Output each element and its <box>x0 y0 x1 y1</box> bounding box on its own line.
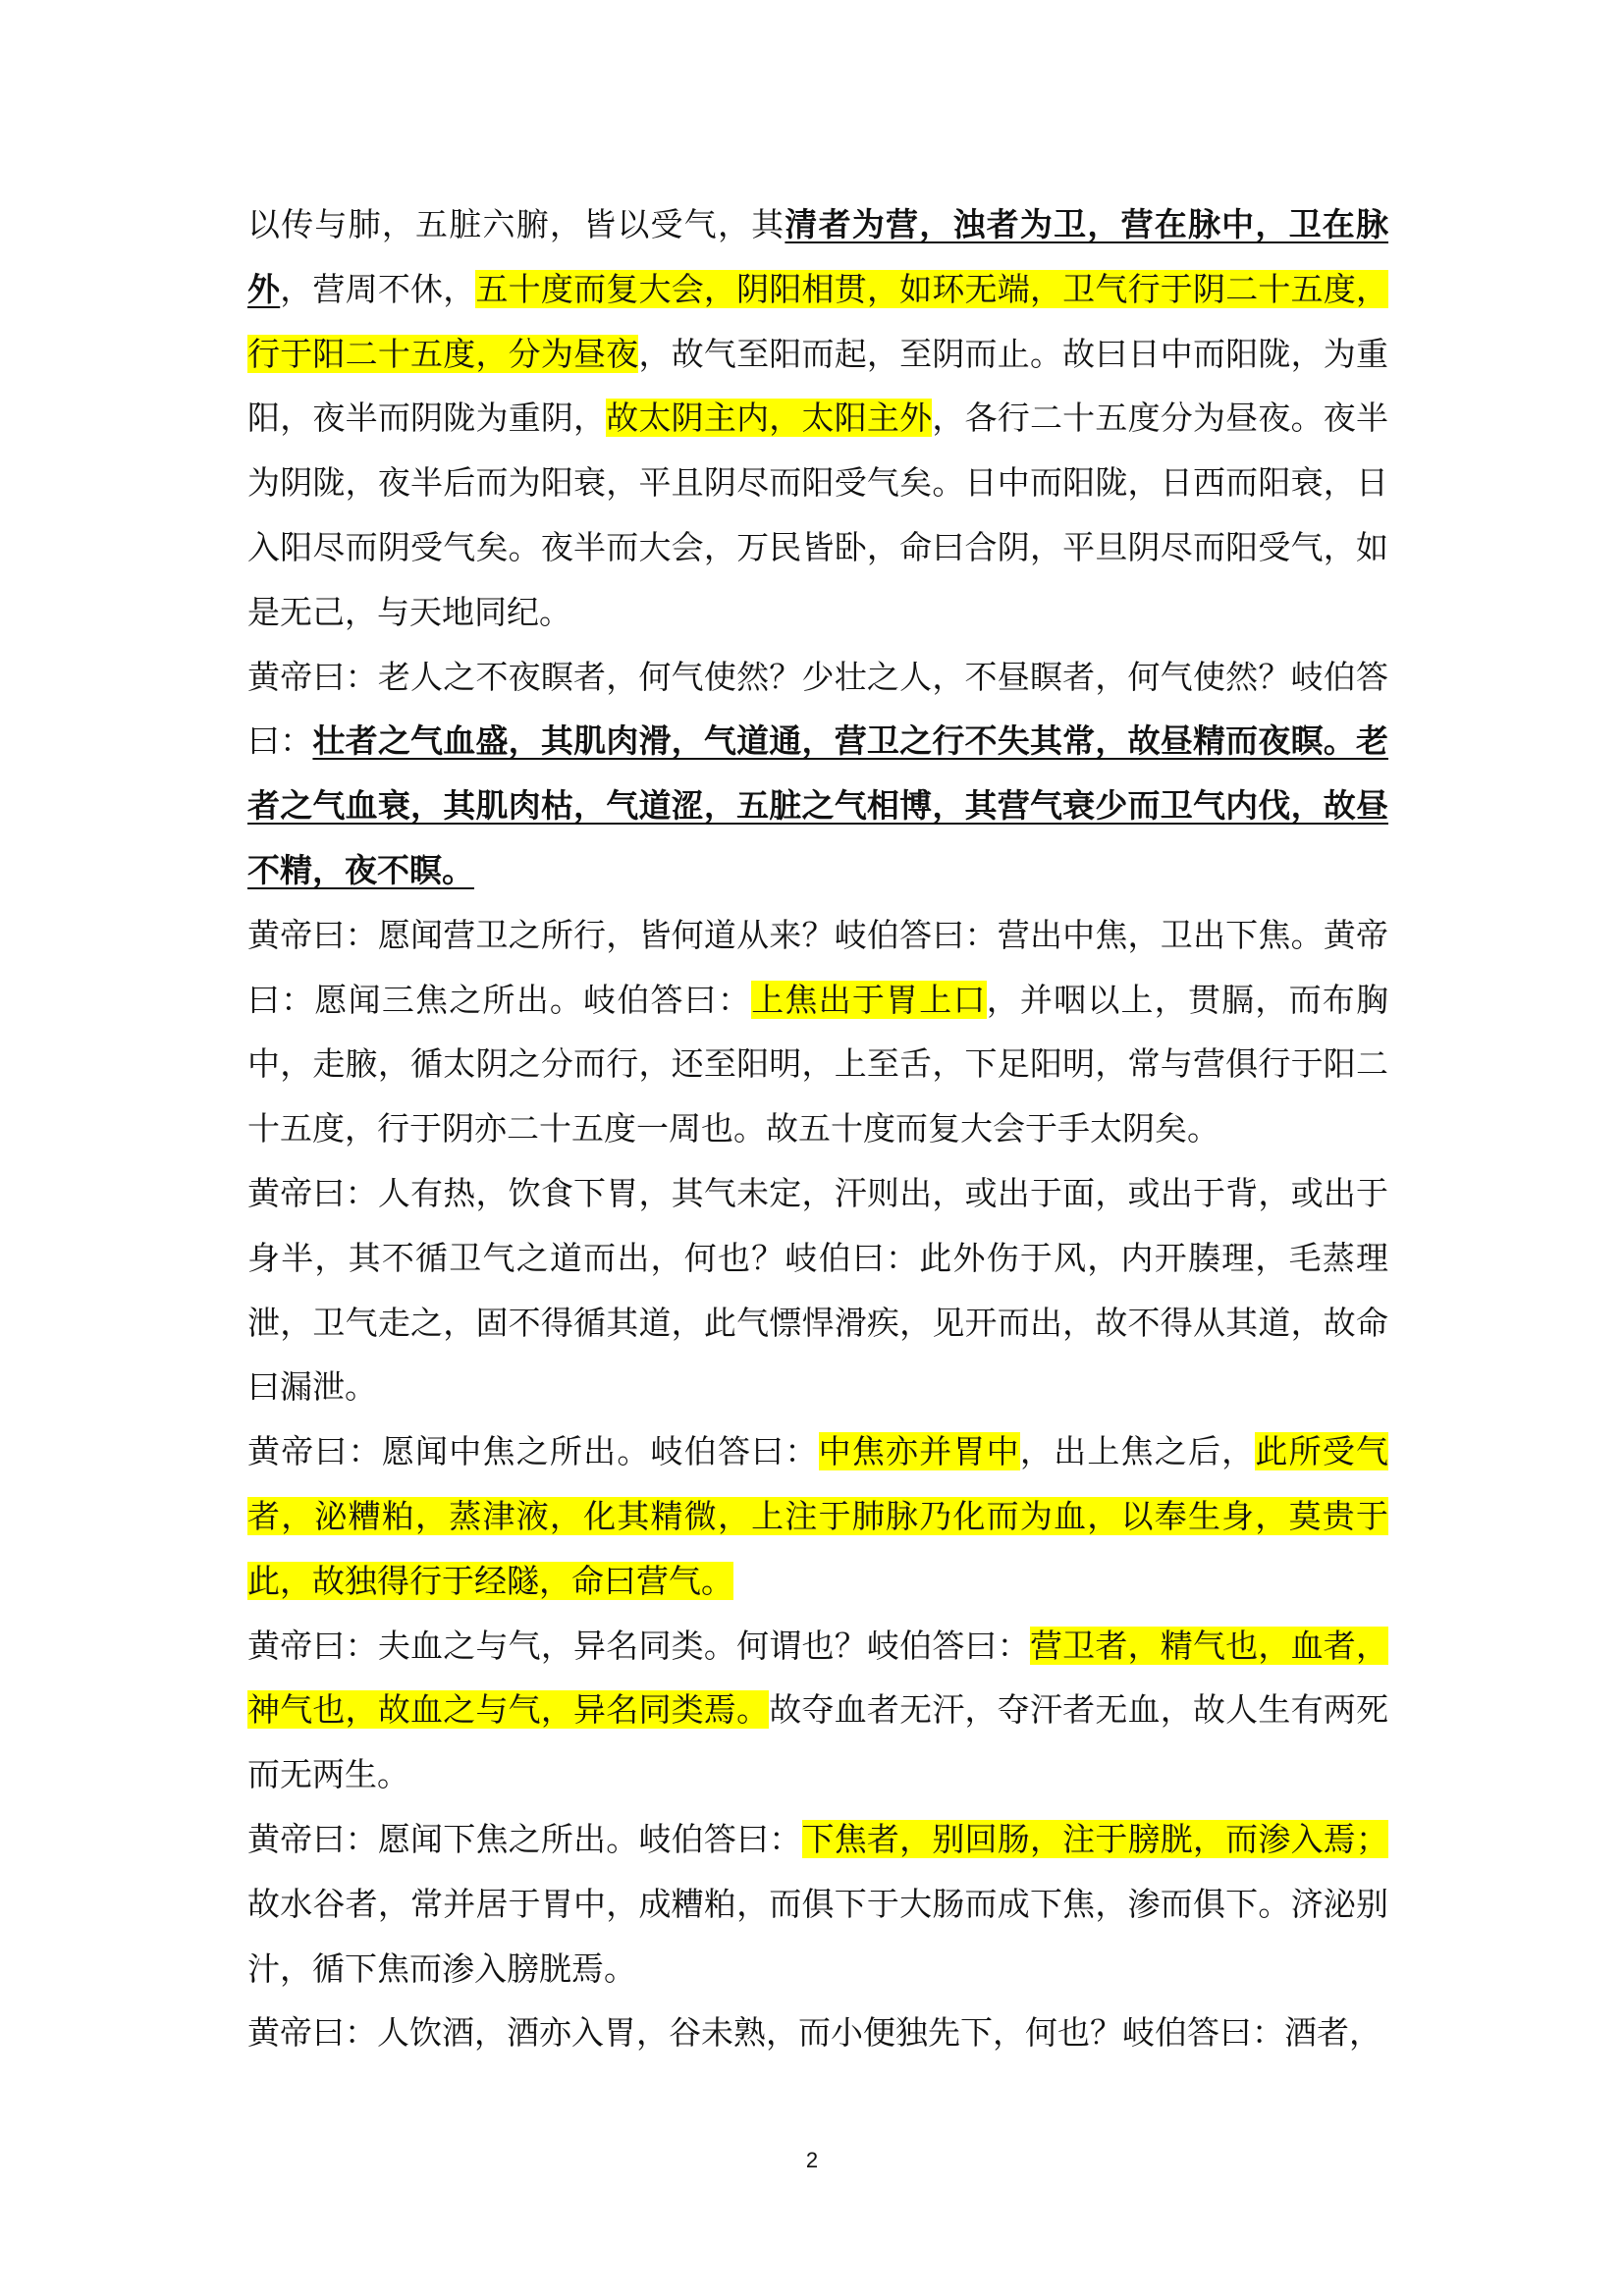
text-segment: ，各行二十五度分为昼夜。夜半为阴陇，夜半后而为阳衰，平且阴尽而阳受气矣。日中而阳陇，日西而阳衰，日入阳尽而阴受气矣。夜半而大会，万民皆卧，命曰合阴，平旦阴尽而阳受气，如是无己，与天地同纪。 <box>247 399 1389 631</box>
highlighted-text: 下焦者，别回肠，注于膀胱，而渗入焉； <box>801 1819 1389 1858</box>
paragraph <box>247 1419 1388 1613</box>
paragraph <box>247 1161 1388 1419</box>
highlighted-text: 五十度而复大会，阴阳相贯，如环无端，卫气行于阴二十五度，行于阳二十五度，分为昼夜 <box>247 269 1389 373</box>
text-segment: 黄帝曰：老人之不夜瞑者，何气使然？少壮之人，不昼瞑者，何气使然？岐伯答曰： <box>247 657 1388 761</box>
paragraph <box>247 1614 1388 1807</box>
text-segment: 黄帝曰：愿闻下焦之所出。岐伯答曰： <box>247 1819 802 1858</box>
highlighted-text: 中焦亦并胃中 <box>818 1432 1020 1471</box>
highlighted-text: 此所受气者，泌糟粕，蒸津液，化其精微，上注于肺脉乃化而为血，以奉生身，莫贵于此，故独得行于经隧，命曰营气。 <box>247 1432 1389 1600</box>
highlighted-text: 营卫者，精气也，血者，神气也，故血之与气，异名同类焉。 <box>247 1626 1389 1730</box>
text-segment: 故水谷者，常并居于胃中，成糟粕，而俱下于大肠而成下焦，渗而俱下。济泌别汁，循下焦而渗入膀胱焉。 <box>247 1884 1388 1988</box>
emphasized-text: 清者为营，浊者为卫，营在脉中，卫在脉外 <box>247 205 1389 308</box>
paragraph <box>247 192 1388 645</box>
text-segment: ，出上焦之后， <box>1019 1432 1256 1471</box>
paragraph <box>247 2001 1388 2065</box>
text-segment: ，故气至阳而起，至阴而止。故曰日中而阳陇，为重阳，夜半而阴陇为重阴， <box>247 334 1389 438</box>
paragraph <box>247 1807 1388 2001</box>
text-segment: 故夺血者无汗，夺汗者无血，故人生有两死而无两生。 <box>247 1690 1389 1794</box>
page-number: 2 <box>805 2148 819 2172</box>
paragraph <box>247 645 1388 903</box>
highlighted-text: 故太阴主内，太阳主外 <box>606 399 933 438</box>
text-segment: 以传与肺，五脏六腑，皆以受气，其 <box>247 205 785 243</box>
text-segment: 黄帝曰：夫血之与气，异名同类。何谓也？岐伯答曰： <box>247 1626 1030 1665</box>
text-segment: ，并咽以上，贯膈，而布胸中，走腋，循太阴之分而行，还至阳明，上至舌，下足阳明，常与营俱行于阳二十五度，行于阴亦二十五度一周也。故五十度而复大会于手太阴矣。 <box>247 980 1389 1148</box>
highlighted-text: 上焦出于胃上口 <box>751 980 987 1019</box>
text-segment: 黄帝曰：愿闻营卫之所行，皆何道从来？岐伯答曰：营出中焦，卫出下焦。黄帝曰：愿闻三焦之所出。岐伯答曰： <box>247 915 1388 1019</box>
paragraph <box>247 903 1388 1161</box>
text-segment: ，营周不休， <box>280 269 476 308</box>
text-segment: 黄帝曰：人有热，饮食下胃，其气未定，汗则出，或出于面，或出于背，或出于身半，其不循卫气之道而出，何也？岐伯曰：此外伤于风，内开腠理，毛蒸理泄，卫气走之，固不得循其道，此气慓悍滑疾，见开而出，故不得从其道，故命曰漏泄。 <box>247 1173 1388 1407</box>
text-segment: 黄帝曰：人饮酒，酒亦入胃，谷未熟，而小便独先下，何也？岐伯答曰：酒者， <box>247 2013 1381 2053</box>
text-segment: 黄帝曰：愿闻中焦之所出。岐伯答曰： <box>247 1432 819 1471</box>
document-body <box>247 192 1388 2065</box>
emphasized-text: 壮者之气血盛，其肌肉滑，气道通，营卫之行不失其常，故昼精而夜瞑。老者之气血衰，其肌肉枯，气道涩，五脏之气相博，其营气衰少而卫气内伐，故昼不精，夜不瞑。 <box>247 721 1389 889</box>
